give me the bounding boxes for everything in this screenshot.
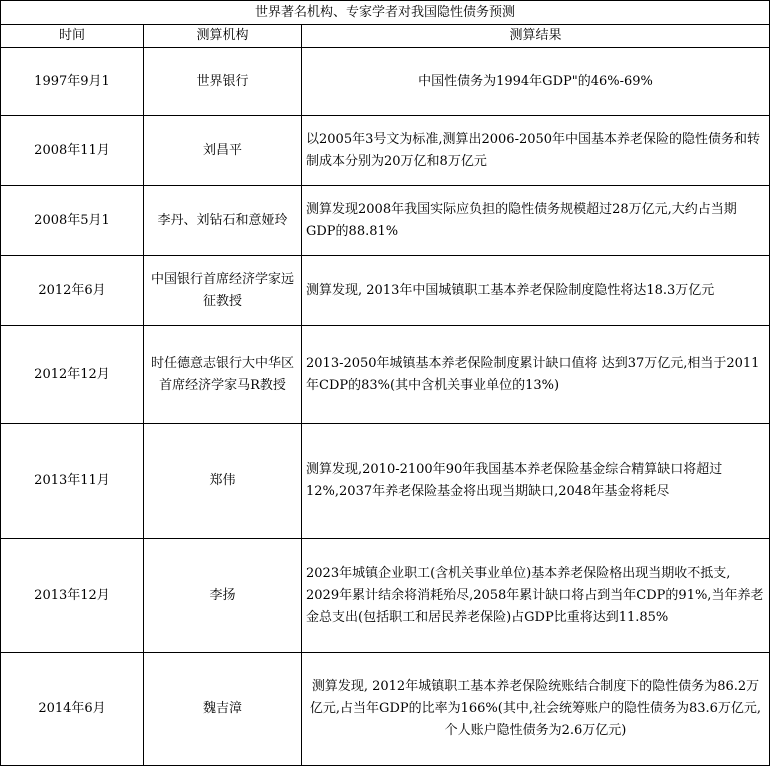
- time-cell: 2014年6月: [1, 653, 144, 766]
- result-cell: 测算发现, 2013年中国城镇职工基本养老保险制度隐性将达18.3万亿元: [302, 256, 770, 326]
- table-row: [1, 116, 770, 186]
- org-cell: 时任德意志银行大中华区首席经济学家马R教授: [144, 326, 302, 424]
- time-cell: 2013年11月: [1, 424, 144, 539]
- result-cell: 测算发现2008年我国实际应负担的隐性债务规模超过28万亿元,大约占当期GDP的88.81%: [302, 186, 770, 256]
- result-cell: 2013-2050年城镇基本养老保险制度累计缺口值将 达到37万亿元,相当于2011年CDP的83%(其中含机关事业单位的13%): [302, 326, 770, 424]
- result-cell: 以2005年3号文为标准,测算出2006-2050年中国基本养老保险的隐性债务和转制成本分别为20万亿和8万亿元: [302, 116, 770, 186]
- org-cell: 刘昌平: [144, 116, 302, 186]
- time-cell: 2012年12月: [1, 326, 144, 424]
- result-cell: 2023年城镇企业职工(含机关事业单位)基本养老保险格出现当期收不抵支, 2029年累计结余将消耗殆尽,2058年累计缺口将占到当年CDP的91%,当年养老金总支出(包括职工和居民养老保险)占GDP比重将达到11.85%: [302, 539, 770, 653]
- time-cell: 2008年5月1: [1, 186, 144, 256]
- org-cell: 李扬: [144, 539, 302, 653]
- table-row: [1, 539, 770, 653]
- table-row: [1, 256, 770, 326]
- time-cell: 1997年9月1: [1, 48, 144, 116]
- time-cell: 2008年11月: [1, 116, 144, 186]
- table-row: [1, 653, 770, 766]
- time-cell: 2012年6月: [1, 256, 144, 326]
- header-result: 测算结果: [302, 25, 770, 48]
- table-row: [1, 326, 770, 424]
- time-cell: 2013年12月: [1, 539, 144, 653]
- header-org: 测算机构: [144, 25, 302, 48]
- org-cell: 李丹、刘钻石和意娅玲: [144, 186, 302, 256]
- table-title: 世界著名机构、专家学者对我国隐性债务预测: [1, 1, 770, 25]
- title-row: [1, 1, 770, 25]
- result-cell: 测算发现,2010-2100年90年我国基本养老保险基金综合精算缺口将超过12%,2037年养老保险基金将出现当期缺口,2048年基金将耗尽: [302, 424, 770, 539]
- org-cell: 郑伟: [144, 424, 302, 539]
- result-cell: 中国性债务为1994年GDP"的46%-69%: [302, 48, 770, 116]
- org-cell: 魏吉漳: [144, 653, 302, 766]
- org-cell: 世界银行: [144, 48, 302, 116]
- table-row: [1, 186, 770, 256]
- header-time: 时间: [1, 25, 144, 48]
- org-cell: 中国银行首席经济学家远征教授: [144, 256, 302, 326]
- result-cell: 测算发现, 2012年城镇职工基本养老保险统账结合制度下的隐性债务为86.2万亿元,占当年GDP的比率为166%(其中,社会统筹账户的隐性债务为83.6万亿元, 个人账户隐性债务为2.6万亿元): [302, 653, 770, 766]
- header-row: [1, 25, 770, 48]
- table-row: [1, 48, 770, 116]
- table-row: [1, 424, 770, 539]
